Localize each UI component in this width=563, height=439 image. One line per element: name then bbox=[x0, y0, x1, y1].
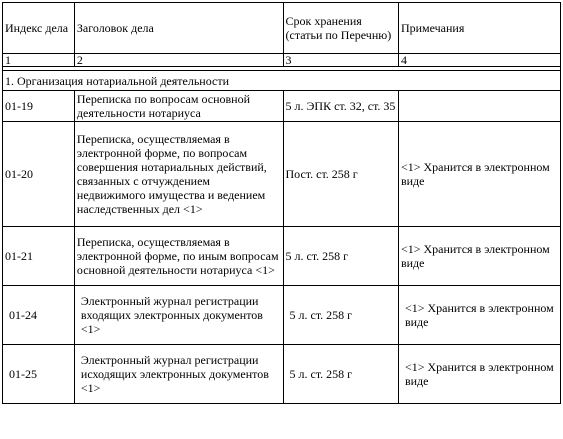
row-index: 01-25 bbox=[3, 345, 75, 404]
table-row bbox=[3, 286, 561, 345]
header-row bbox=[3, 3, 561, 54]
row-title: Переписка по вопросам основной деятельности нотариуса bbox=[74, 91, 283, 122]
row-index: 01-20 bbox=[3, 122, 75, 227]
row-retention: 5 л. ЭПК ст. 32, ст. 35 bbox=[283, 91, 398, 122]
section-row bbox=[3, 71, 561, 91]
retention-schedule-table bbox=[2, 2, 561, 404]
header-index: Индекс дела bbox=[3, 3, 75, 54]
header-retention: Срок хранения (статьи по Перечню) bbox=[283, 3, 398, 54]
row-index: 01-24 bbox=[3, 286, 75, 345]
row-retention: 5 л. ст. 258 г bbox=[283, 345, 398, 404]
row-retention: 5 л. ст. 258 г bbox=[283, 286, 398, 345]
row-notes: <1> Хранится в электронном виде bbox=[398, 286, 560, 345]
row-title: Электронный журнал регистрации исходящих электронных документов <1> bbox=[74, 345, 283, 404]
row-notes: <1> Хранится в электронном виде bbox=[398, 227, 560, 286]
row-title: Переписка, осуществляемая в электронной форме, по вопросам совершения нотариальных действий, связанных с отчуждением недвижимого имущества и ведением наследственных дел <1> bbox=[74, 122, 283, 227]
table-row bbox=[3, 91, 561, 122]
row-retention: 5 л. ст. 258 г bbox=[283, 227, 398, 286]
row-index: 01-19 bbox=[3, 91, 75, 122]
column-number: 2 bbox=[74, 54, 283, 67]
column-number: 1 bbox=[3, 54, 75, 67]
row-title: Переписка, осуществляемая в электронной форме, по иным вопросам основной деятельности нотариуса <1> bbox=[74, 227, 283, 286]
table-row bbox=[3, 227, 561, 286]
header-notes: Примечания bbox=[398, 3, 560, 54]
row-title: Электронный журнал регистрации входящих электронных документов <1> bbox=[74, 286, 283, 345]
row-notes: <1> Хранится в электронном виде bbox=[398, 345, 560, 404]
header-title: Заголовок дела bbox=[74, 3, 283, 54]
row-notes bbox=[398, 91, 560, 122]
column-number-row bbox=[3, 54, 561, 67]
column-number: 4 bbox=[398, 54, 560, 67]
row-notes: <1> Хранится в электронном виде bbox=[398, 122, 560, 227]
row-index: 01-21 bbox=[3, 227, 75, 286]
row-retention: Пост. ст. 258 г bbox=[283, 122, 398, 227]
section-title: 1. Организация нотариальной деятельности bbox=[3, 71, 561, 91]
table-row bbox=[3, 122, 561, 227]
table-row bbox=[3, 345, 561, 404]
column-number: 3 bbox=[283, 54, 398, 67]
